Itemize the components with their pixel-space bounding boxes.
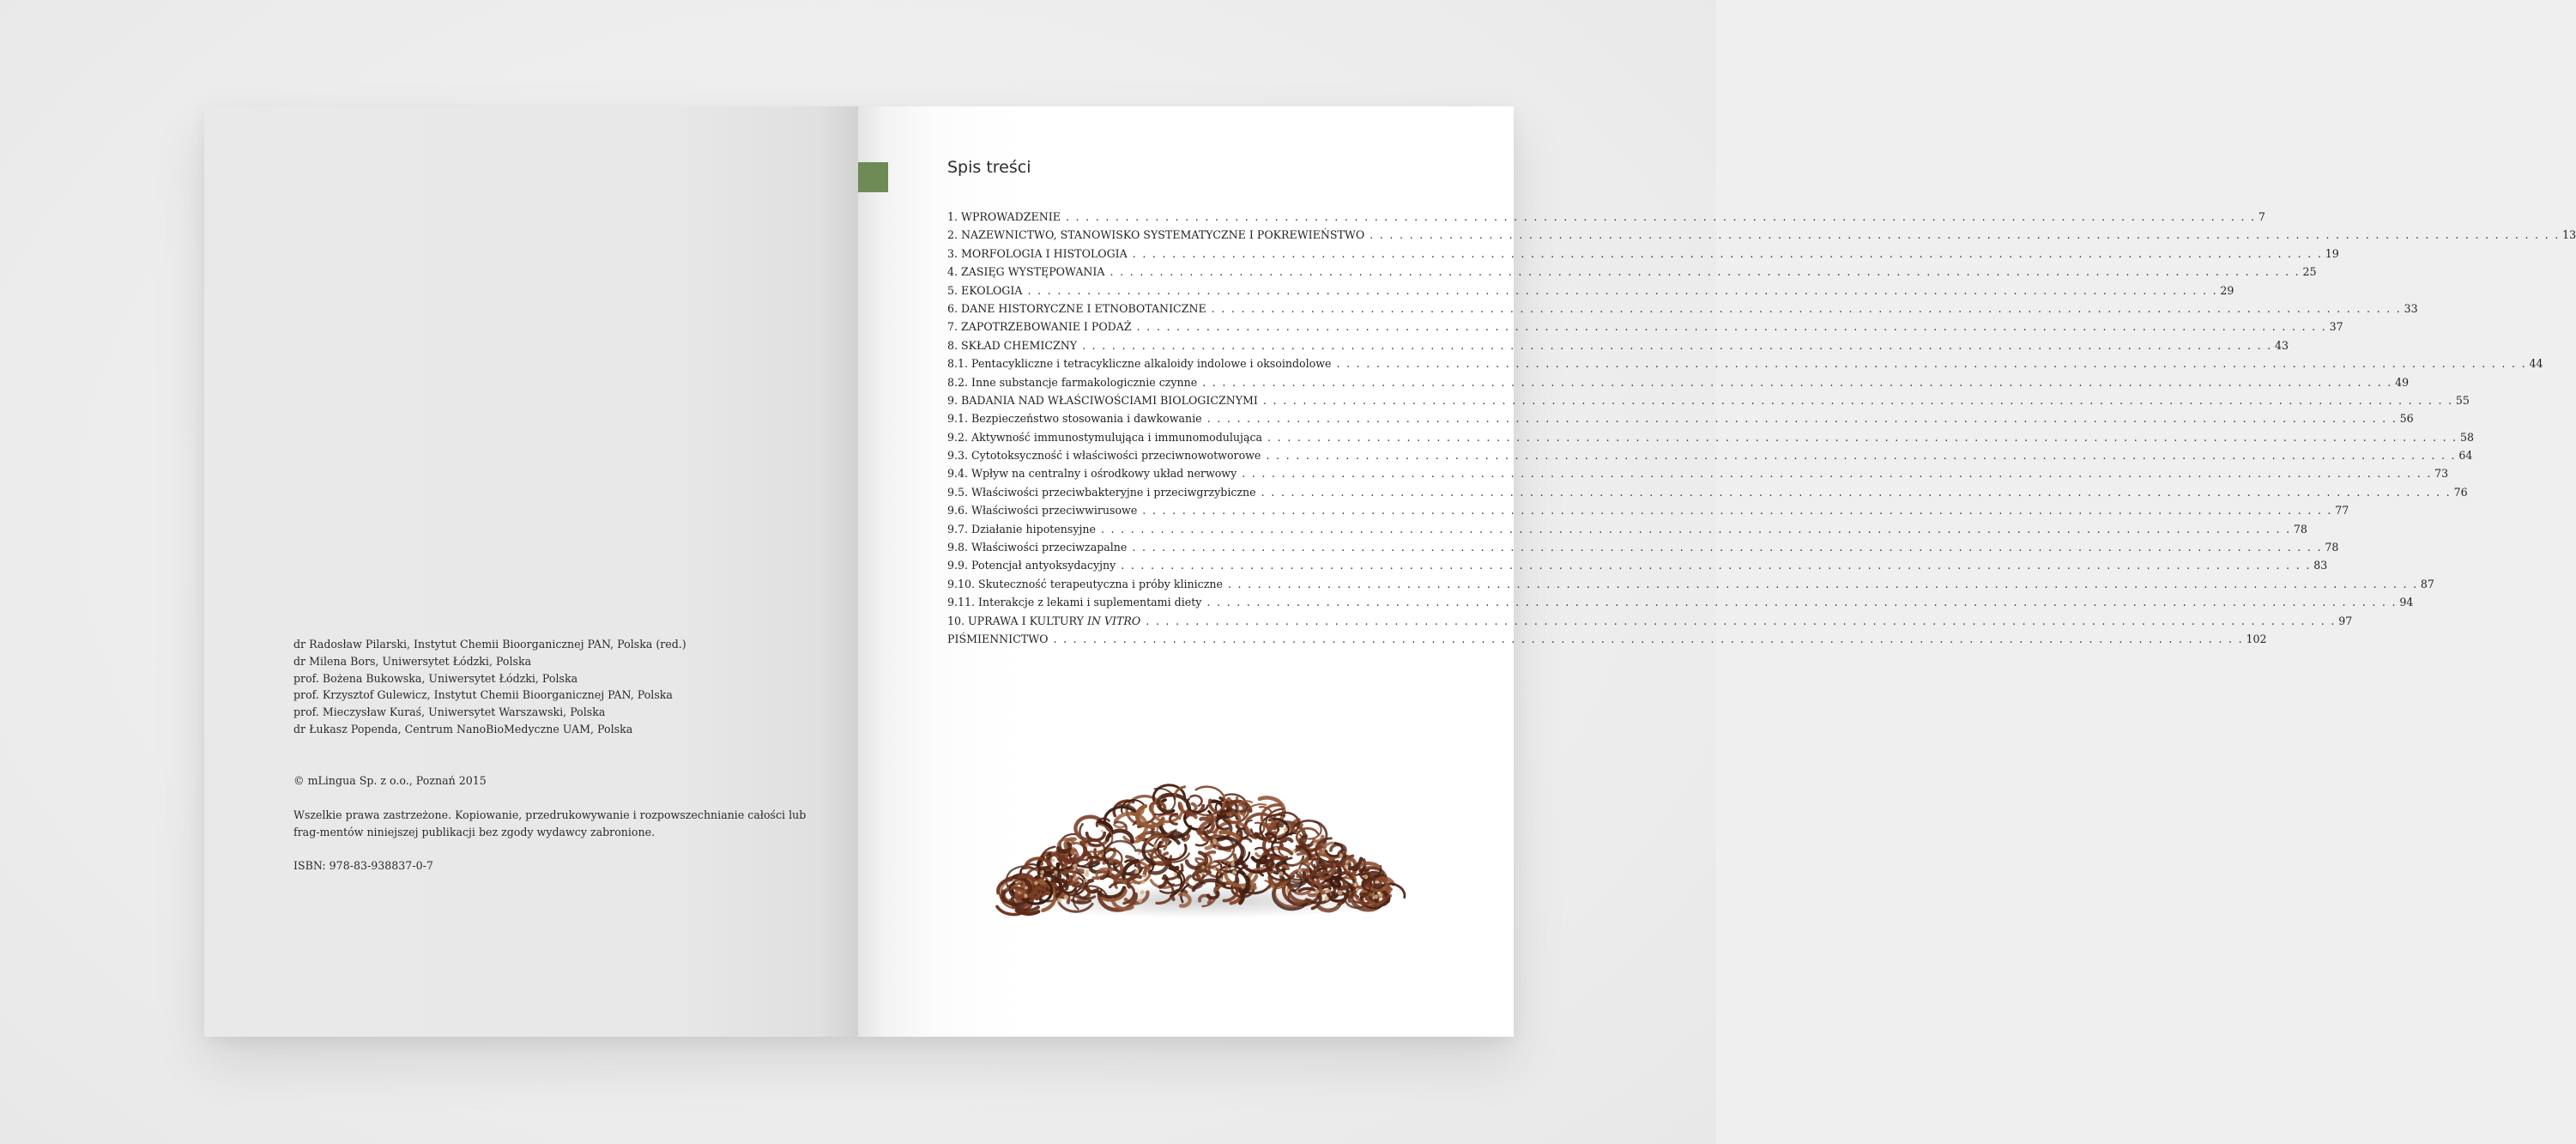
toc-entry [947, 336, 2289, 354]
toc-entry-label: 3. MORFOLOGIA I HISTOLOGIA [947, 246, 1128, 260]
toc-entry [947, 318, 2343, 336]
toc-entry-label: 4. ZASIĘG WYSTĘPOWANIA [947, 265, 1105, 279]
toc-entry [947, 226, 2576, 244]
toc-leader-dots: . . . . . . . . . . . . . . . . . . . . . . . . . . . . . . . . . . . . . . . . . . . . . . . . . . . . . . . . . . . . . . . . . . . . . . . . . . . . . . . . . . . . . . . . . . . . . . . . . . . . . . . . . . . . . . . . . . . . . . . . [1146, 614, 2337, 627]
toc-page-number: 87 [2420, 577, 2434, 590]
toc-page-number: 78 [2325, 541, 2339, 554]
toc-page-number: 97 [2338, 614, 2353, 627]
toc-entry-label: 9. BADANIA NAD WŁAŚCIWOŚCIAMI BIOLOGICZNYMI [947, 393, 1258, 407]
toc-page-number: 73 [2434, 467, 2449, 481]
toc-entry-label: PIŚMIENNICTWO [947, 632, 1049, 645]
toc-entry-label: 9.8. Właściwości przeciwzapalne [947, 541, 1128, 554]
green-accent-tab [858, 162, 888, 192]
toc-page-number: 44 [2529, 357, 2543, 371]
toc-entry-label: 8.1. Pentacykliczne i tetracykliczne alkaloidy indolowe i oksoindolowe [947, 357, 1332, 371]
toc-leader-dots: . . . . . . . . . . . . . . . . . . . . . . . . . . . . . . . . . . . . . . . . . . . . . . . . . . . . . . . . . . . . . . . . . . . . . . . . . . . . . . . . . . . . . . . . . . . . . . . . . . . . . . . . . . . . . . . . . . . . . . . . [1121, 559, 2312, 572]
toc-entry [947, 575, 2434, 593]
toc-leader-dots: . . . . . . . . . . . . . . . . . . . . . . . . . . . . . . . . . . . . . . . . . . . . . . . . . . . . . . . . . . . . . . . . . . . . . . . . . . . . . . . . . . . . . . . . . . . . . . . . . . . . . . . . . . . . . . . . . . . . . . . . [1027, 283, 2218, 297]
toc-entry [947, 446, 2473, 464]
toc-leader-dots: . . . . . . . . . . . . . . . . . . . . . . . . . . . . . . . . . . . . . . . . . . . . . . . . . . . . . . . . . . . . . . . . . . . . . . . . . . . . . . . . . . . . . . . . . . . . . . . . . . . . . . . . . . . . . . . . . . . . . . . . [1262, 393, 2453, 407]
toc-leader-dots: . . . . . . . . . . . . . . . . . . . . . . . . . . . . . . . . . . . . . . . . . . . . . . . . . . . . . . . . . . . . . . . . . . . . . . . . . . . . . . . . . . . . . . . . . . . . . . . . . . . . . . . . . . . . . . . . . . . . . . . . [1227, 577, 2418, 590]
toc-leader-dots: . . . . . . . . . . . . . . . . . . . . . . . . . . . . . . . . . . . . . . . . . . . . . . . . . . . . . . . . . . . . . . . . . . . . . . . . . . . . . . . . . . . . . . . . . . . . . . . . . . . . . . . . . . . . . . . . . . . . . . . . [1065, 210, 2256, 223]
toc-entry [947, 538, 2339, 556]
toc-entry-label: 8. SKŁAD CHEMICZNY [947, 338, 1078, 352]
toc-page-number: 83 [2313, 559, 2328, 572]
toc-title: Spis treści [947, 158, 1031, 177]
toc-entry-label: 2. NAZEWNICTWO, STANOWISKO SYSTEMATYCZNE I POKREWIEŃSTWO [947, 228, 1365, 242]
toc-page-number: 37 [2329, 320, 2343, 334]
toc-entry-label: 9.7. Działanie hipotensyjne [947, 522, 1096, 536]
toc-page-number: 7 [2258, 210, 2265, 223]
toc-entry [947, 263, 2317, 281]
toc-entry [947, 409, 2414, 427]
toc-page-number: 19 [2325, 246, 2339, 260]
toc-page-number: 49 [2395, 375, 2410, 389]
toc-entry-label: 9.9. Potencjał antyoksydacyjny [947, 559, 1116, 572]
toc-leader-dots: . . . . . . . . . . . . . . . . . . . . . . . . . . . . . . . . . . . . . . . . . . . . . . . . . . . . . . . . . . . . . . . . . . . . . . . . . . . . . . . . . . . . . . . . . . . . . . . . . . . . . . . . . . . . . . . . . . . . . . . . [1242, 467, 2433, 481]
toc-entry [947, 483, 2468, 501]
toc-page-number: 58 [2459, 430, 2475, 444]
toc-leader-dots: . . . . . . . . . . . . . . . . . . . . . . . . . . . . . . . . . . . . . . . . . . . . . . . . . . . . . . . . . . . . . . . . . . . . . . . . . . . . . . . . . . . . . . . . . . . . . . . . . . . . . . . . . . . . . . . . . . . . . . . . [1132, 541, 2323, 554]
dried-herb-pile-image [995, 772, 1407, 927]
toc-leader-dots: . . . . . . . . . . . . . . . . . . . . . . . . . . . . . . . . . . . . . . . . . . . . . . . . . . . . . . . . . . . . . . . . . . . . . . . . . . . . . . . . . . . . . . . . . . . . . . . . . . . . . . . . . . . . . . . . . . . . . . . . [1202, 375, 2393, 389]
toc-entry-label: 1. WPROWADZENIE [947, 210, 1061, 223]
toc-entry-label: 5. EKOLOGIA [947, 283, 1023, 297]
toc-entry-label: 7. ZAPOTRZEBOWANIE I PODAŻ [947, 320, 1132, 334]
toc-entry [947, 245, 2339, 263]
toc-leader-dots: . . . . . . . . . . . . . . . . . . . . . . . . . . . . . . . . . . . . . . . . . . . . . . . . . . . . . . . . . . . . . . . . . . . . . . . . . . . . . . . . . . . . . . . . . . . . . . . . . . . . . . . . . . . . . . . . . . . . . . . . [1100, 522, 2291, 536]
toc-entry-label: 9.1. Bezpieczeństwo stosowania i dawkowanie [947, 412, 1202, 426]
toc-leader-dots: . . . . . . . . . . . . . . . . . . . . . . . . . . . . . . . . . . . . . . . . . . . . . . . . . . . . . . . . . . . . . . . . . . . . . . . . . . . . . . . . . . . . . . . . . . . . . . . . . . . . . . . . . . . . . . . . . . . . . . . . [1142, 504, 2333, 518]
toc-entry-label: 9.2. Aktywność immunostymulująca i immunomodulująca [947, 430, 1263, 444]
toc-page-number: 29 [2220, 283, 2234, 297]
author-line: prof. Bożena Bukowska, Uniwersytet Łódzki, Polska [293, 671, 578, 685]
table-of-contents [947, 208, 2576, 648]
toc-page-number: 77 [2335, 504, 2349, 518]
author-line: prof. Krzysztof Gulewicz, Instytut Chemii Bioorganicznej PAN, Polska [293, 688, 673, 702]
toc-entry-label: 9.10. Skuteczność terapeutyczna i próby kliniczne [947, 577, 1223, 590]
toc-page-number: 94 [2399, 596, 2414, 609]
toc-leader-dots: . . . . . . . . . . . . . . . . . . . . . . . . . . . . . . . . . . . . . . . . . . . . . . . . . . . . . . . . . . . . . . . . . . . . . . . . . . . . . . . . . . . . . . . . . . . . . . . . . . . . . . . . . . . . . . . . . . . . . . . . [1053, 632, 2244, 645]
toc-leader-dots: . . . . . . . . . . . . . . . . . . . . . . . . . . . . . . . . . . . . . . . . . . . . . . . . . . . . . . . . . . . . . . . . . . . . . . . . . . . . . . . . . . . . . . . . . . . . . . . . . . . . . . . . . . . . . . . . . . . . . . . . [1336, 357, 2527, 371]
toc-entry [947, 630, 2267, 648]
toc-leader-dots: . . . . . . . . . . . . . . . . . . . . . . . . . . . . . . . . . . . . . . . . . . . . . . . . . . . . . . . . . . . . . . . . . . . . . . . . . . . . . . . . . . . . . . . . . . . . . . . . . . . . . . . . . . . . . . . . . . . . . . . . [1267, 430, 2458, 444]
toc-entry [947, 556, 2328, 574]
author-line: dr Łukasz Popenda, Centrum NanoBioMedyczne UAM, Polska [293, 722, 633, 735]
author-list [293, 636, 843, 738]
toc-leader-dots: . . . . . . . . . . . . . . . . . . . . . . . . . . . . . . . . . . . . . . . . . . . . . . . . . . . . . . . . . . . . . . . . . . . . . . . . . . . . . . . . . . . . . . . . . . . . . . . . . . . . . . . . . . . . . . . . . . . . . . . . [1082, 338, 2273, 352]
toc-entry [947, 464, 2449, 482]
toc-entry-label: 9.11. Interakcje z lekami i suplementami diety [947, 596, 1202, 609]
left-page [204, 106, 858, 1037]
toc-entry [947, 281, 2234, 300]
toc-entry [947, 593, 2414, 611]
toc-leader-dots: . . . . . . . . . . . . . . . . . . . . . . . . . . . . . . . . . . . . . . . . . . . . . . . . . . . . . . . . . . . . . . . . . . . . . . . . . . . . . . . . . . . . . . . . . . . . . . . . . . . . . . . . . . . . . . . . . . . . . . . . [1261, 485, 2452, 499]
toc-entry-label: 6. DANE HISTORYCZNE I ETNOBOTANICZNE [947, 301, 1206, 315]
toc-entry-label: 9.5. Właściwości przeciwbakteryjne i przeciwgrzybiczne [947, 485, 1256, 499]
author-line: prof. Mieczysław Kuraś, Uniwersytet Warszawski, Polska [293, 705, 606, 719]
toc-page-number: 43 [2275, 338, 2289, 352]
toc-entry-label: 9.6. Właściwości przeciwwirusowe [947, 504, 1138, 518]
toc-leader-dots: . . . . . . . . . . . . . . . . . . . . . . . . . . . . . . . . . . . . . . . . . . . . . . . . . . . . . . . . . . . . . . . . . . . . . . . . . . . . . . . . . . . . . . . . . . . . . . . . . . . . . . . . . . . . . . . . . . . . . . . . [1211, 301, 2402, 315]
toc-entry [947, 612, 2353, 630]
author-line: dr Milena Bors, Uniwersytet Łódzki, Polska [293, 654, 532, 668]
toc-entry-label: 8.2. Inne substancje farmakologicznie czynne [947, 375, 1198, 389]
toc-page-number: 78 [2293, 522, 2307, 536]
toc-leader-dots: . . . . . . . . . . . . . . . . . . . . . . . . . . . . . . . . . . . . . . . . . . . . . . . . . . . . . . . . . . . . . . . . . . . . . . . . . . . . . . . . . . . . . . . . . . . . . . . . . . . . . . . . . . . . . . . . . . . . . . . . [1136, 320, 2327, 334]
toc-page-number: 55 [2455, 393, 2470, 407]
copyright-notice: © mLingua Sp. z o.o., Poznań 2015 [293, 774, 487, 787]
toc-leader-dots: . . . . . . . . . . . . . . . . . . . . . . . . . . . . . . . . . . . . . . . . . . . . . . . . . . . . . . . . . . . . . . . . . . . . . . . . . . . . . . . . . . . . . . . . . . . . . . . . . . . . . . . . . . . . . . . . . . . . . . . . [1206, 596, 2398, 609]
toc-entry [947, 520, 2307, 538]
toc-entry [947, 391, 2470, 409]
toc-page-number: 25 [2302, 265, 2317, 279]
toc-page-number: 13 [2562, 228, 2576, 242]
rights-notice: Wszelkie prawa zastrzeżone. Kopiowanie, przedrukowywanie i rozpowszechnianie całości lub frag-mentów niniejszej publikacji bez zgody wydawcy zabronione. [293, 808, 807, 838]
toc-leader-dots: . . . . . . . . . . . . . . . . . . . . . . . . . . . . . . . . . . . . . . . . . . . . . . . . . . . . . . . . . . . . . . . . . . . . . . . . . . . . . . . . . . . . . . . . . . . . . . . . . . . . . . . . . . . . . . . . . . . . . . . . [1132, 246, 2323, 260]
toc-page-number: 33 [2404, 301, 2418, 315]
toc-leader-dots: . . . . . . . . . . . . . . . . . . . . . . . . . . . . . . . . . . . . . . . . . . . . . . . . . . . . . . . . . . . . . . . . . . . . . . . . . . . . . . . . . . . . . . . . . . . . . . . . . . . . . . . . . . . . . . . . . . . . . . . . [1110, 265, 2301, 279]
author-line: dr Radosław Pilarski, Instytut Chemii Bioorganicznej PAN, Polska (red.) [293, 638, 686, 651]
toc-page-number: 56 [2399, 412, 2414, 426]
toc-entry [947, 373, 2410, 391]
isbn: ISBN: 978-83-938837-0-7 [293, 859, 433, 872]
toc-entry [947, 300, 2418, 318]
toc-entry-label: 9.3. Cytotoksyczność i właściwości przeciwnowotworowe [947, 449, 1261, 463]
toc-entry-label: 9.4. Wpływ na centralny i ośrodkowy układ nerwowy [947, 467, 1237, 481]
toc-page-number: 76 [2453, 485, 2468, 499]
toc-leader-dots: . . . . . . . . . . . . . . . . . . . . . . . . . . . . . . . . . . . . . . . . . . . . . . . . . . . . . . . . . . . . . . . . . . . . . . . . . . . . . . . . . . . . . . . . . . . . . . . . . . . . . . . . . . . . . . . . . . . . . . . . [1370, 228, 2561, 242]
toc-entry [947, 354, 2543, 372]
toc-leader-dots: . . . . . . . . . . . . . . . . . . . . . . . . . . . . . . . . . . . . . . . . . . . . . . . . . . . . . . . . . . . . . . . . . . . . . . . . . . . . . . . . . . . . . . . . . . . . . . . . . . . . . . . . . . . . . . . . . . . . . . . . [1206, 412, 2398, 426]
toc-page-number: 102 [2246, 632, 2267, 645]
toc-page-number: 64 [2458, 449, 2473, 463]
toc-entry-label: 10. UPRAWA I KULTURY IN VITRO [947, 614, 1141, 627]
toc-entry [947, 428, 2475, 446]
toc-leader-dots: . . . . . . . . . . . . . . . . . . . . . . . . . . . . . . . . . . . . . . . . . . . . . . . . . . . . . . . . . . . . . . . . . . . . . . . . . . . . . . . . . . . . . . . . . . . . . . . . . . . . . . . . . . . . . . . . . . . . . . . . [1266, 449, 2457, 463]
toc-entry [947, 501, 2349, 519]
toc-entry [947, 208, 2265, 226]
